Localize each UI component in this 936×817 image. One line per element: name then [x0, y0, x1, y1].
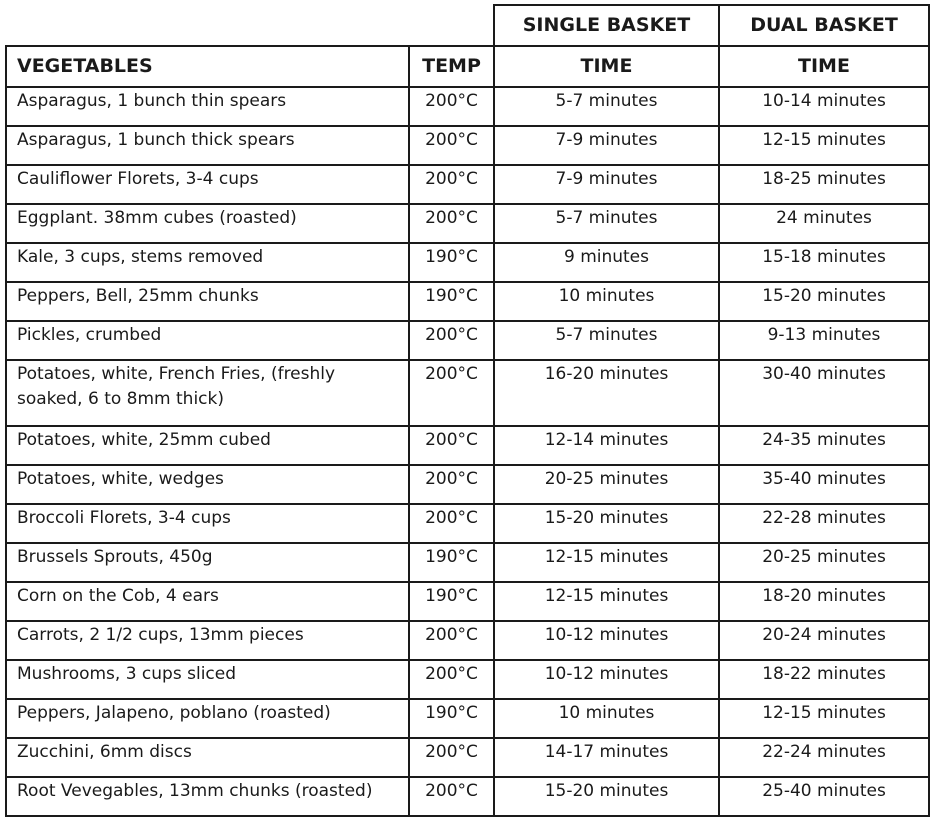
single-basket-time-cell: 10-12 minutes — [494, 621, 719, 660]
temp-cell: 200°C — [409, 360, 494, 426]
temp-cell: 200°C — [409, 126, 494, 165]
single-basket-time-cell: 10 minutes — [494, 699, 719, 738]
vegetable-cell: Cauliflower Florets, 3-4 cups — [6, 165, 409, 204]
single-basket-time-cell: 12-14 minutes — [494, 426, 719, 465]
cooking-chart — [5, 4, 930, 817]
single-basket-header: SINGLE BASKET — [494, 5, 719, 46]
vegetable-cooking-table — [5, 4, 930, 817]
temp-cell: 190°C — [409, 582, 494, 621]
temp-column-header: TEMP — [409, 46, 494, 87]
temp-cell: 200°C — [409, 660, 494, 699]
dual-basket-time-cell: 12-15 minutes — [719, 126, 929, 165]
temp-cell: 190°C — [409, 543, 494, 582]
vegetable-cell: Peppers, Jalapeno, poblano (roasted) — [6, 699, 409, 738]
single-basket-time-cell: 5-7 minutes — [494, 321, 719, 360]
vegetable-cell: Potatoes, white, 25mm cubed — [6, 426, 409, 465]
dual-basket-time-cell: 18-22 minutes — [719, 660, 929, 699]
vegetable-cell: Eggplant. 38mm cubes (roasted) — [6, 204, 409, 243]
temp-cell: 200°C — [409, 738, 494, 777]
dual-basket-time-cell: 18-25 minutes — [719, 165, 929, 204]
dual-time-column-header: TIME — [719, 46, 929, 87]
vegetable-cell: Carrots, 2 1/2 cups, 13mm pieces — [6, 621, 409, 660]
dual-basket-time-cell: 20-25 minutes — [719, 543, 929, 582]
table-row — [6, 465, 929, 504]
table-row — [6, 360, 929, 426]
table-row — [6, 426, 929, 465]
table-row — [6, 87, 929, 126]
group-header-row — [6, 5, 929, 46]
empty-corner — [6, 5, 494, 46]
temp-cell: 190°C — [409, 699, 494, 738]
table-row — [6, 621, 929, 660]
table-row — [6, 777, 929, 816]
vegetable-cell: Brussels Sprouts, 450g — [6, 543, 409, 582]
single-basket-time-cell: 15-20 minutes — [494, 777, 719, 816]
vegetable-cell: Kale, 3 cups, stems removed — [6, 243, 409, 282]
temp-cell: 200°C — [409, 321, 494, 360]
table-row — [6, 660, 929, 699]
single-basket-time-cell: 16-20 minutes — [494, 360, 719, 426]
dual-basket-time-cell: 18-20 minutes — [719, 582, 929, 621]
vegetable-cell: Asparagus, 1 bunch thin spears — [6, 87, 409, 126]
temp-cell: 200°C — [409, 87, 494, 126]
table-row — [6, 321, 929, 360]
vegetable-cell: Zucchini, 6mm discs — [6, 738, 409, 777]
single-basket-time-cell: 7-9 minutes — [494, 126, 719, 165]
single-basket-time-cell: 14-17 minutes — [494, 738, 719, 777]
vegetable-cell: Potatoes, white, wedges — [6, 465, 409, 504]
vegetable-cell: Corn on the Cob, 4 ears — [6, 582, 409, 621]
table-row — [6, 699, 929, 738]
single-basket-time-cell: 10-12 minutes — [494, 660, 719, 699]
dual-basket-time-cell: 12-15 minutes — [719, 699, 929, 738]
table-row — [6, 504, 929, 543]
dual-basket-time-cell: 15-20 minutes — [719, 282, 929, 321]
single-basket-time-cell: 5-7 minutes — [494, 87, 719, 126]
dual-basket-time-cell: 20-24 minutes — [719, 621, 929, 660]
dual-basket-time-cell: 35-40 minutes — [719, 465, 929, 504]
dual-basket-time-cell: 22-28 minutes — [719, 504, 929, 543]
dual-basket-header: DUAL BASKET — [719, 5, 929, 46]
dual-basket-time-cell: 30-40 minutes — [719, 360, 929, 426]
single-basket-time-cell: 7-9 minutes — [494, 165, 719, 204]
temp-cell: 200°C — [409, 165, 494, 204]
temp-cell: 200°C — [409, 777, 494, 816]
table-row — [6, 204, 929, 243]
vegetable-cell: Mushrooms, 3 cups sliced — [6, 660, 409, 699]
table-row — [6, 282, 929, 321]
vegetable-cell: Root Vevegables, 13mm chunks (roasted) — [6, 777, 409, 816]
table-row — [6, 738, 929, 777]
single-basket-time-cell: 9 minutes — [494, 243, 719, 282]
dual-basket-time-cell: 24-35 minutes — [719, 426, 929, 465]
table-row — [6, 582, 929, 621]
table-row — [6, 243, 929, 282]
single-basket-time-cell: 12-15 minutes — [494, 543, 719, 582]
single-basket-time-cell: 12-15 minutes — [494, 582, 719, 621]
dual-basket-time-cell: 25-40 minutes — [719, 777, 929, 816]
dual-basket-time-cell: 24 minutes — [719, 204, 929, 243]
single-basket-time-cell: 5-7 minutes — [494, 204, 719, 243]
dual-basket-time-cell: 15-18 minutes — [719, 243, 929, 282]
temp-cell: 190°C — [409, 243, 494, 282]
vegetable-cell: Peppers, Bell, 25mm chunks — [6, 282, 409, 321]
temp-cell: 200°C — [409, 504, 494, 543]
temp-cell: 190°C — [409, 282, 494, 321]
single-time-column-header: TIME — [494, 46, 719, 87]
temp-cell: 200°C — [409, 426, 494, 465]
vegetable-cell: Pickles, crumbed — [6, 321, 409, 360]
vegetable-cell: Potatoes, white, French Fries, (freshly soaked, 6 to 8mm thick) — [6, 360, 409, 426]
vegetables-column-header: VEGETABLES — [6, 46, 409, 87]
table-row — [6, 543, 929, 582]
temp-cell: 200°C — [409, 204, 494, 243]
vegetable-cell: Asparagus, 1 bunch thick spears — [6, 126, 409, 165]
dual-basket-time-cell: 10-14 minutes — [719, 87, 929, 126]
temp-cell: 200°C — [409, 465, 494, 504]
dual-basket-time-cell: 22-24 minutes — [719, 738, 929, 777]
dual-basket-time-cell: 9-13 minutes — [719, 321, 929, 360]
column-header-row — [6, 46, 929, 87]
single-basket-time-cell: 20-25 minutes — [494, 465, 719, 504]
temp-cell: 200°C — [409, 621, 494, 660]
single-basket-time-cell: 15-20 minutes — [494, 504, 719, 543]
table-row — [6, 126, 929, 165]
table-row — [6, 165, 929, 204]
vegetable-cell: Broccoli Florets, 3-4 cups — [6, 504, 409, 543]
single-basket-time-cell: 10 minutes — [494, 282, 719, 321]
